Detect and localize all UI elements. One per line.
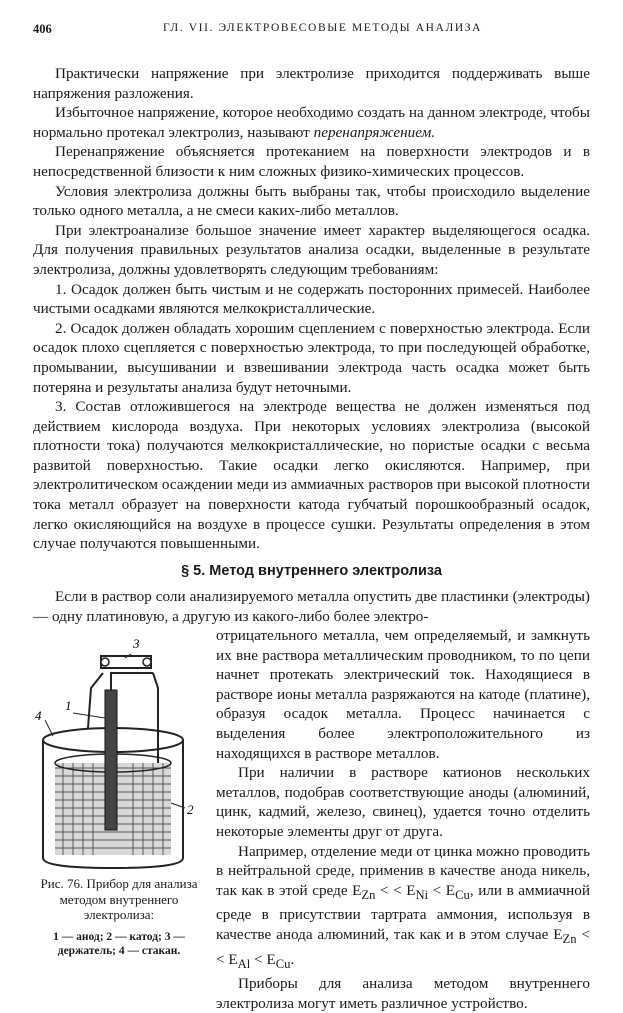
figure-legend: 1 — анод; 2 — катод; 3 — держатель; 4 — стакан.: [53, 931, 185, 957]
figure-76: [33, 628, 205, 998]
term-emphasis: перенапряжением.: [313, 123, 436, 141]
paragraph: Приборы для анализа методом внутреннего электролиза могут иметь различное устройство.: [216, 975, 590, 1012]
paragraph: отрицательного металла, чем определяемый, и замкнуть их вне раствора металлическим проводником, то по цепи начнет протекать электрический ток. Находящиеся в растворе ионы металла разряжаются на катоде (платине), образуя осадок металла. Процесс начинается с выделения более электроположительного из находящихся в растворе металлов.: [216, 627, 590, 762]
paragraph: Перенапряжение объясняется протеканием на поверхности электродов и в непосредственной близости к ним сложных физико-химических процессов.: [33, 143, 590, 180]
paragraph: Практически напряжение при электролизе приходится поддерживать выше напряжения разложения.: [33, 65, 590, 102]
paragraph: При наличии в растворе катионов нескольких металлов, подобрав соответствующие аноды (алюминий, цинк, кадмий, железо, свинец), удается точно отделить некоторые элементы друг от друга.: [216, 764, 590, 840]
paragraph: Условия электролиза должны быть выбраны так, чтобы происходило выделение только одного металла, а не смеси каких-либо металлов.: [33, 182, 590, 220]
figure-caption: Рис. 76. Прибор для анализа методом внутреннего электролиза:: [40, 876, 198, 922]
figure-label-4: 4: [35, 708, 42, 723]
running-title: ГЛ. VII. ЭЛЕКТРОВЕСОВЫЕ МЕТОДЫ АНАЛИЗА: [163, 22, 483, 34]
electrolysis-apparatus-illustration: [33, 628, 205, 873]
figure-label-1: 1: [65, 698, 72, 713]
list-item: 2. Осадок должен обладать хорошим сцеплением с поверхностью электрода. Если осадок плохо сцепляется с поверхностью электрода, то при последующей обработке, промывании, высушивании и взвешивании электрода часть осадка может быть потеряна и результаты анализа будут неточными.: [33, 319, 590, 396]
list-item: 3. Состав отложившегося на электроде вещества не должен изменяться под действием кислорода воздуха. При некоторых условиях электролиза (высокой плотности тока) получаются мелкокристаллические, но пористые осадки с весьма развитой поверхностью. Такие осадки легко окисляются. Например, при электролитическом осаждении меди из аммиачных растворов при высокой плотности тока металл образует на поверхности катода губчатый порошкообразный осадок, легко окисляющийся на воздухе в процессе сушки. Результаты определения в этом случае получаются повышенными.: [33, 398, 590, 553]
right-column-text: [216, 626, 590, 1013]
figure-label-3: 3: [133, 636, 140, 651]
section-heading: § 5. Метод внутреннего электролиза: [181, 562, 442, 579]
page-number: 406: [33, 22, 52, 36]
paragraph: Например, отделение меди от цинка можно проводить в нейтральной среде, применив в качестве анода никель, так как в этой среде $E_{Zn}$ < < $E_{Ni} < E_{Cu}$, или в аммиачной среде в присутствии тартрата аммония, используя в качестве анода алюминий, так как и в этом случае $E_{Zn}$ < < $E_{Al} < E_{Cu}$.: [216, 842, 590, 971]
running-header: [33, 22, 597, 42]
paragraph-text: Избыточное напряжение, которое необходимо создать на данном электроде, чтобы нормально протекал электролиз, называют: [33, 104, 590, 141]
figure-label-2: 2: [187, 802, 194, 817]
paragraph: При электроанализе большое значение имеет характер выделяющегося осадка. Для получения правильных результатов анализа осадки, выделенные в результате электролиза, должны удовлетворять следующим требованиям:: [33, 221, 590, 278]
paragraph: Если в раствор соли анализируемого металла опустить две пластинки (электроды) — одну платиновую, а другую из какого-либо более электро-: [33, 588, 590, 626]
list-item: 1. Осадок должен быть чистым и не содержать посторонних примесей. Наиболее чистыми осадками являются мелкокристаллические.: [33, 280, 590, 318]
paragraph: [33, 103, 590, 142]
main-text: [33, 64, 590, 627]
